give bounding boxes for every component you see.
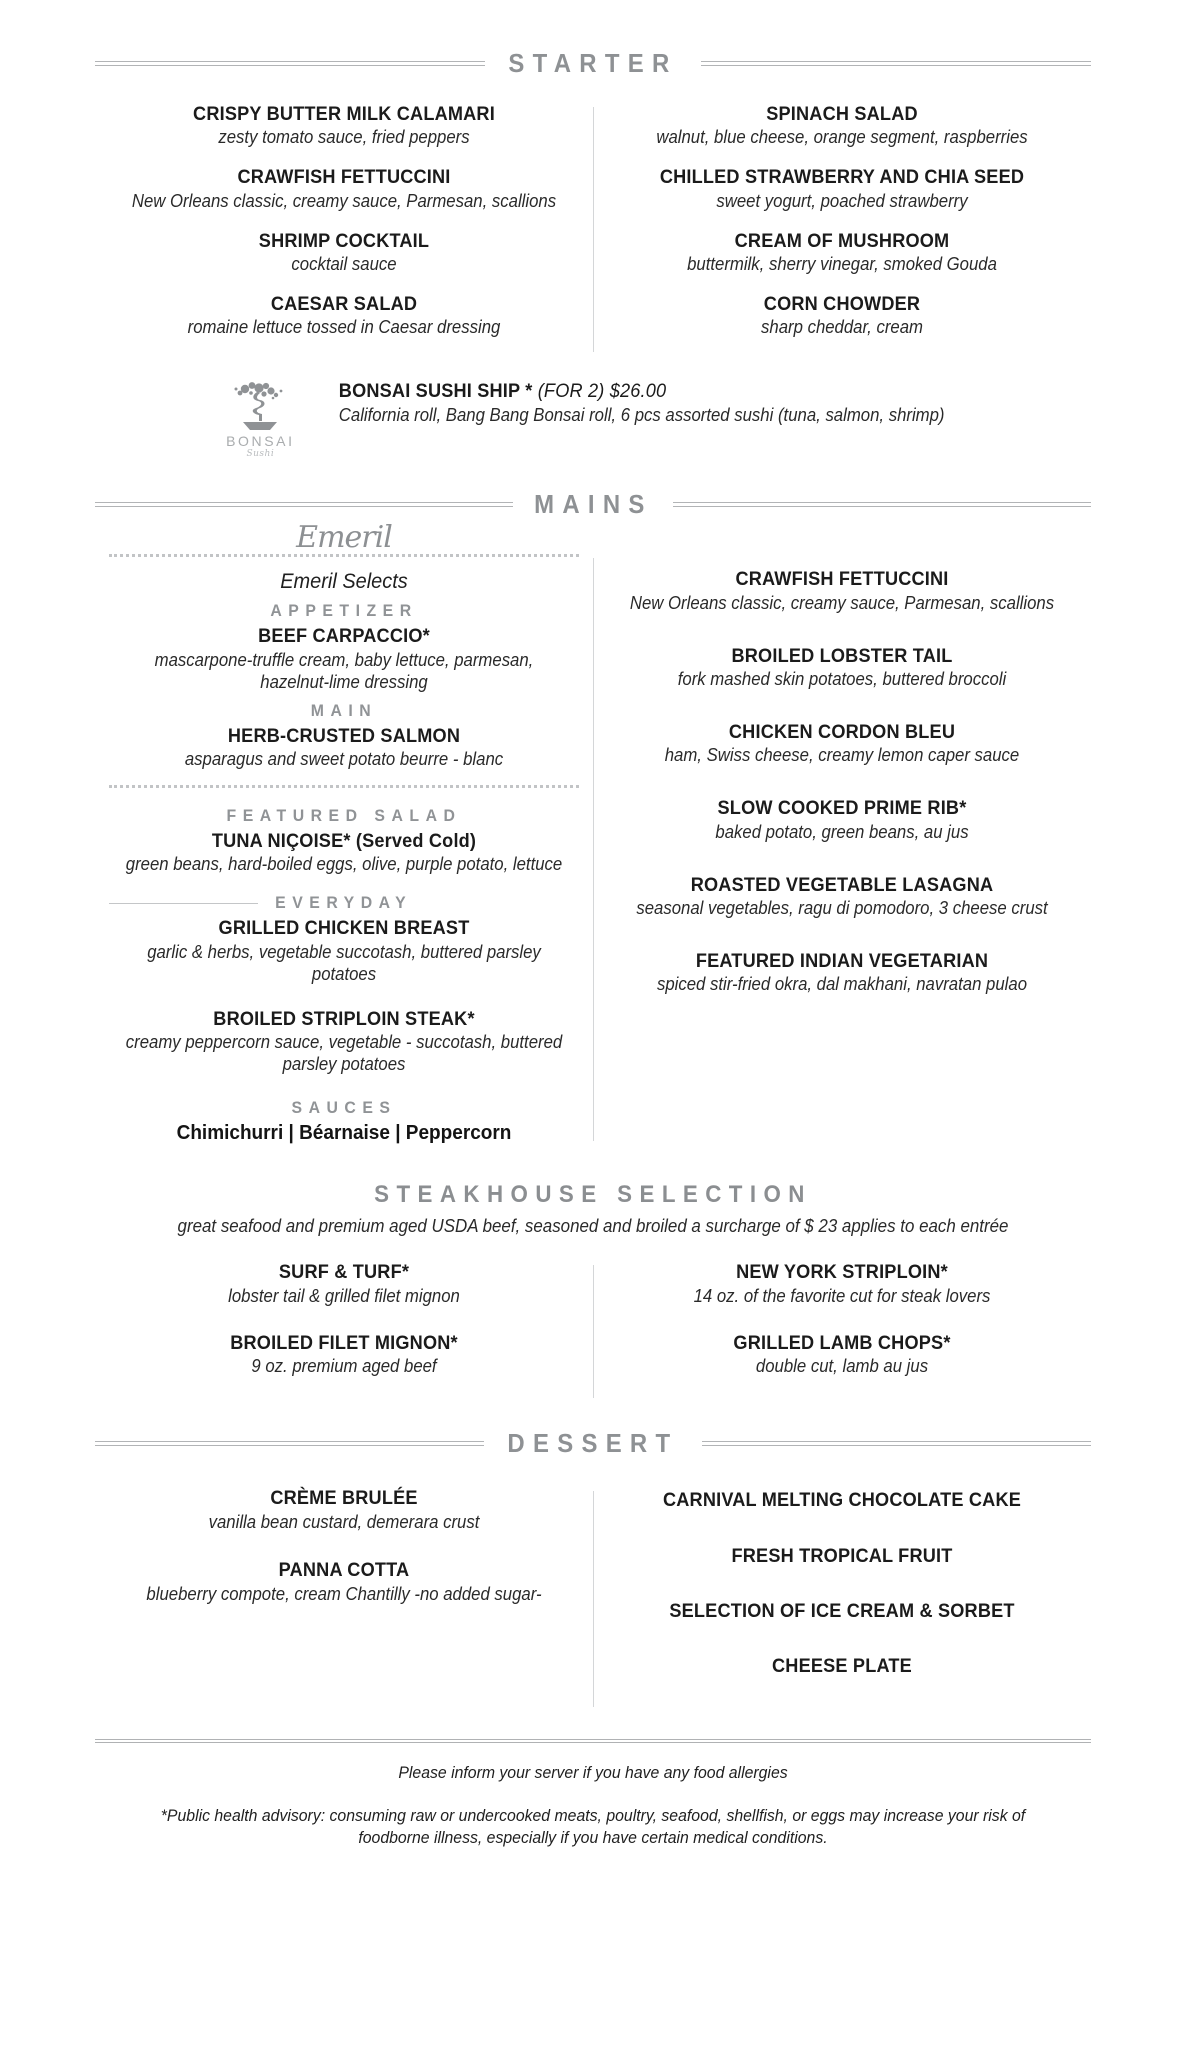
dish-desc: 14 oz. of the favorite cut for steak lovers <box>693 1285 991 1306</box>
dish-name: CRISPY BUTTER MILK CALAMARI <box>193 103 495 125</box>
dish-name: CRAWFISH FETTUCCINI <box>735 568 949 591</box>
steakhouse-section <box>95 1181 1091 1402</box>
dish-item <box>109 293 579 339</box>
dish-item <box>109 230 579 276</box>
dish-item <box>607 568 1077 614</box>
featured-salad-heading: FEATURED SALAD <box>226 806 462 826</box>
emeril-group-heading: MAIN <box>310 700 378 720</box>
everyday-heading: EVERYDAY <box>275 893 413 913</box>
section-header-starter <box>95 48 1091 79</box>
starter-left-column <box>95 103 593 356</box>
dish-desc: cocktail sauce <box>291 254 397 275</box>
rule-left <box>95 1441 484 1446</box>
dish-item <box>607 1332 1077 1378</box>
dish-item <box>607 1261 1077 1307</box>
steakhouse-columns <box>95 1261 1091 1402</box>
dish-item <box>607 103 1077 149</box>
bonsai-dish-title: BONSAI SUSHI SHIP * <box>339 380 533 403</box>
dish-name: SLOW COOKED PRIME RIB* <box>717 797 967 820</box>
mains-left-column <box>95 520 593 1145</box>
dish-name: CHICKEN CORDON BLEU <box>728 721 956 744</box>
emeril-selects-label: Emeril Selects <box>280 570 408 594</box>
emeril-groups <box>109 601 579 771</box>
dish-item <box>607 1545 1077 1568</box>
dish-item <box>607 645 1077 691</box>
dish-name: SELECTION OF ICE CREAM & SORBET <box>669 1599 1015 1622</box>
dish-name <box>339 380 945 403</box>
footer-rule <box>95 1739 1091 1743</box>
footer <box>95 1739 1091 1849</box>
section-header-mains <box>95 489 1091 520</box>
bonsai-feature <box>95 378 1091 459</box>
dish-item <box>607 1489 1077 1512</box>
emeril-bottom-dotted-rule <box>109 785 579 788</box>
dish-desc: fork mashed skin potatoes, buttered broccoli <box>677 669 1007 690</box>
dish-name: GRILLED LAMB CHOPS* <box>733 1331 951 1354</box>
mains-columns <box>95 520 1091 1145</box>
bonsai-logo <box>218 378 302 459</box>
dish-name: BROILED FILET MIGNON* <box>230 1331 458 1354</box>
dish-name: BROILED LOBSTER TAIL <box>731 644 953 667</box>
dish-item <box>109 725 579 771</box>
everyday-heading-row <box>109 893 579 913</box>
dish-name: SPINACH SALAD <box>766 103 918 125</box>
dish-item <box>109 1559 579 1605</box>
dish-desc: spiced stir-fried okra, dal makhani, navratan pulao <box>656 974 1028 995</box>
dish-desc: garlic & herbs, vegetable succotash, buttered parsley potatoes <box>147 941 541 984</box>
dessert-columns <box>95 1487 1091 1711</box>
dish-desc: asparagus and sweet potato beurre - blanc <box>184 749 504 770</box>
everyday-block <box>109 893 579 1076</box>
dish-name: CARNIVAL MELTING CHOCOLATE CAKE <box>662 1489 1022 1512</box>
section-title: STARTER <box>508 48 678 78</box>
dish-desc: seasonal vegetables, ragu di pomodoro, 3 cheese crust <box>636 898 1048 919</box>
bonsai-logo-script: Sushi <box>246 449 275 460</box>
dish-name: NEW YORK STRIPLOIN* <box>736 1261 948 1284</box>
dish-desc: sharp cheddar, cream <box>761 317 923 338</box>
dish-desc: New Orleans classic, creamy sauce, Parmesan, scallions <box>131 190 557 211</box>
dish-item <box>607 166 1077 212</box>
emeril-signature: Emeril <box>296 520 392 556</box>
dish-item <box>109 1332 579 1378</box>
dish-desc: walnut, blue cheese, orange segment, raspberries <box>656 127 1028 148</box>
dish-item <box>109 917 579 985</box>
dish-desc: zesty tomato sauce, fried peppers <box>218 127 470 148</box>
dish-name: CHILLED STRAWBERRY AND CHIA SEED <box>659 166 1025 189</box>
dish-name: BROILED STRIPLOIN STEAK* <box>213 1007 475 1030</box>
dish-desc: ham, Swiss cheese, creamy lemon caper sauce <box>664 745 1020 766</box>
dish-name: CHEESE PLATE <box>772 1655 912 1678</box>
dish-name: ROASTED VEGETABLE LASAGNA <box>690 873 994 896</box>
dish-name: GRILLED CHICKEN BREAST <box>218 917 470 940</box>
bonsai-price: (FOR 2) $26.00 <box>538 380 667 403</box>
dish-item <box>109 625 579 693</box>
mains-right-column <box>593 554 1091 1145</box>
dish-item <box>109 1487 579 1533</box>
dish-desc: romaine lettuce tossed in Caesar dressing <box>187 317 501 338</box>
dish-name: CORN CHOWDER <box>763 293 921 316</box>
sauces-heading: SAUCES <box>291 1097 397 1117</box>
dish-desc: buttermilk, sherry vinegar, smoked Gouda <box>687 254 997 275</box>
steakhouse-right-column <box>593 1261 1091 1402</box>
starter-columns <box>95 103 1091 356</box>
dish-item <box>109 166 579 212</box>
dish-item <box>607 874 1077 920</box>
sauces-block <box>109 1098 579 1145</box>
everyday-items <box>109 917 579 1076</box>
dish-name: CAESAR SALAD <box>270 293 418 316</box>
dish-desc: sweet yogurt, poached strawberry <box>716 190 968 211</box>
dish-name: SURF & TURF* <box>278 1261 410 1284</box>
everyday-rule-right <box>430 903 579 904</box>
dish-desc: 9 oz. premium aged beef <box>251 1356 437 1377</box>
steakhouse-left-column <box>95 1261 593 1402</box>
everyday-rule-left <box>109 903 258 904</box>
dish-desc: lobster tail & grilled filet mignon <box>228 1285 460 1306</box>
menu-page <box>0 48 1186 2048</box>
bonsai-tree-icon <box>229 380 291 432</box>
steakhouse-note: great seafood and premium aged USDA beef, seasoned and broiled a surcharge of $ 23 applies to each entrée <box>177 1215 1009 1236</box>
footer-allergy-note: Please inform your server if you have any food allergies <box>398 1762 788 1782</box>
rule-right <box>673 502 1091 507</box>
section-header-dessert <box>95 1428 1091 1459</box>
dish-name: TUNA NIÇOISE* (Served Cold) <box>211 830 477 853</box>
section-title: MAINS <box>533 489 653 520</box>
footer-health-advisory: *Public health advisory: consuming raw or undercooked meats, poultry, seafood, shellfish, or eggs may increase your risk of foodborne illness, especially if you have certain medical conditions. <box>160 1805 1026 1847</box>
dish-name: HERB-CRUSTED SALMON <box>227 724 461 747</box>
dish-name: CREAM OF MUSHROOM <box>734 229 950 252</box>
rule-left <box>95 502 513 507</box>
steakhouse-title: STEAKHOUSE SELECTION <box>374 1180 812 1208</box>
bonsai-logo-word: BONSAI <box>226 433 295 450</box>
dish-name: CRÈME BRULÉE <box>270 1487 418 1510</box>
dish-item <box>607 230 1077 276</box>
dish-name: SHRIMP COCKTAIL <box>258 229 430 252</box>
dish-item <box>607 1655 1077 1678</box>
emeril-group-heading: APPETIZER <box>270 601 418 621</box>
dish-name: BEEF CARPACCIO* <box>258 625 430 648</box>
dish-desc: green beans, hard-boiled eggs, olive, purple potato, lettuce <box>125 854 563 875</box>
sauces-list: Chimichurri | Béarnaise | Peppercorn <box>176 1121 512 1144</box>
dish-desc: creamy peppercorn sauce, vegetable - succotash, buttered parsley potatoes <box>125 1032 563 1074</box>
starter-right-column <box>593 103 1091 356</box>
rule-right <box>702 1441 1091 1446</box>
rule-right <box>701 61 1091 66</box>
rule-left <box>95 61 485 66</box>
dish-item <box>607 950 1077 996</box>
dish-item <box>607 293 1077 339</box>
dish-item <box>607 1600 1077 1623</box>
dish-desc: blueberry compote, cream Chantilly -no added sugar- <box>146 1583 542 1604</box>
dish-item <box>109 1008 579 1076</box>
dish-desc: New Orleans classic, creamy sauce, Parmesan, scallions <box>629 592 1055 613</box>
dish-item <box>109 830 579 876</box>
dish-name: PANNA COTTA <box>278 1559 410 1582</box>
dish-name: FEATURED INDIAN VEGETARIAN <box>695 950 989 973</box>
featured-salad-block <box>109 806 579 876</box>
dish-desc: baked potato, green beans, au jus <box>715 821 969 842</box>
dish-item <box>607 797 1077 843</box>
dessert-right-column <box>593 1487 1091 1711</box>
dish-desc: vanilla bean custard, demerara crust <box>208 1511 480 1532</box>
emeril-panel <box>109 520 579 788</box>
bonsai-feature-text <box>316 378 967 426</box>
dish-item <box>607 721 1077 767</box>
dish-name: CRAWFISH FETTUCCINI <box>237 166 451 189</box>
dish-name: FRESH TROPICAL FRUIT <box>731 1544 953 1567</box>
dish-desc: double cut, lamb au jus <box>755 1356 929 1377</box>
dish-item <box>109 103 579 149</box>
dish-desc: mascarpone-truffle cream, baby lettuce, parmesan, hazelnut-lime dressing <box>154 649 534 692</box>
featured-salad-items <box>109 830 579 876</box>
dish-item <box>109 1261 579 1307</box>
dessert-left-column <box>95 1487 593 1711</box>
section-title: DESSERT <box>507 1428 679 1459</box>
dish-desc: California roll, Bang Bang Bonsai roll, 6 pcs assorted sushi (tuna, salmon, shrimp) <box>339 404 945 425</box>
